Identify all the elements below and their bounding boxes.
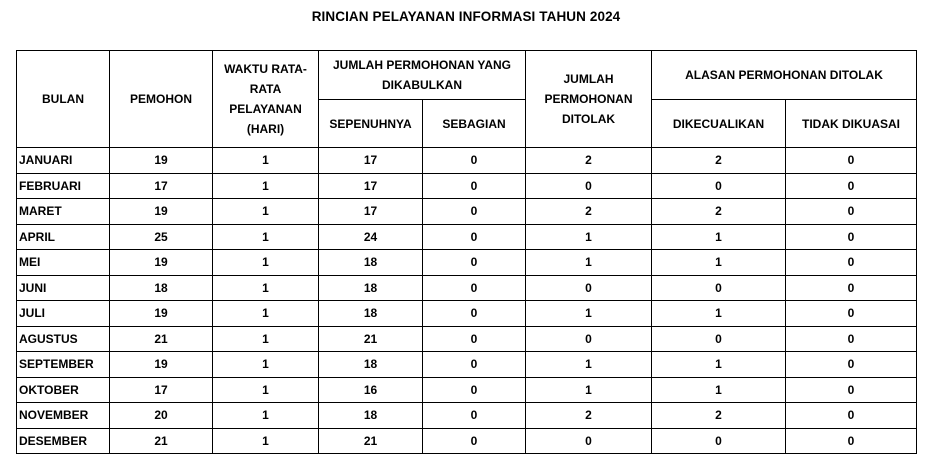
cell-bulan: MARET — [17, 199, 110, 225]
cell-bulan: JULI — [17, 301, 110, 327]
cell-pemohon: 25 — [110, 224, 213, 250]
cell-dikecualikan: 0 — [652, 326, 786, 352]
cell-ditolak: 2 — [526, 403, 652, 429]
cell-waktu: 1 — [213, 403, 319, 429]
cell-tidak-dikuasai: 0 — [786, 403, 917, 429]
cell-sepenuhnya: 16 — [319, 377, 423, 403]
cell-bulan: JANUARI — [17, 148, 110, 174]
cell-sepenuhnya: 18 — [319, 301, 423, 327]
cell-dikecualikan: 2 — [652, 199, 786, 225]
cell-waktu: 1 — [213, 148, 319, 174]
cell-ditolak: 2 — [526, 148, 652, 174]
cell-pemohon: 20 — [110, 403, 213, 429]
cell-sepenuhnya: 18 — [319, 403, 423, 429]
cell-pemohon: 21 — [110, 428, 213, 454]
header-waktu-line-4: (HARI) — [246, 122, 285, 136]
cell-sebagian: 0 — [423, 301, 526, 327]
cell-tidak-dikuasai: 0 — [786, 377, 917, 403]
cell-waktu: 1 — [213, 199, 319, 225]
cell-bulan: AGUSTUS — [17, 326, 110, 352]
cell-tidak-dikuasai: 0 — [786, 148, 917, 174]
cell-sebagian: 0 — [423, 199, 526, 225]
cell-sepenuhnya: 18 — [319, 275, 423, 301]
cell-bulan: MEI — [17, 250, 110, 276]
header-waktu-line-2: RATA — [249, 82, 282, 96]
cell-waktu: 1 — [213, 224, 319, 250]
header-jumlah-ditolak — [526, 51, 652, 148]
cell-waktu: 1 — [213, 173, 319, 199]
cell-sebagian: 0 — [423, 224, 526, 250]
cell-waktu: 1 — [213, 250, 319, 276]
header-sebagian: SEBAGIAN — [423, 100, 526, 148]
cell-sebagian: 0 — [423, 377, 526, 403]
cell-sepenuhnya: 17 — [319, 173, 423, 199]
table-row — [17, 428, 917, 454]
cell-tidak-dikuasai: 0 — [786, 173, 917, 199]
cell-ditolak: 1 — [526, 250, 652, 276]
table-row — [17, 326, 917, 352]
cell-bulan: DESEMBER — [17, 428, 110, 454]
cell-dikecualikan: 2 — [652, 148, 786, 174]
cell-sebagian: 0 — [423, 403, 526, 429]
cell-ditolak: 1 — [526, 224, 652, 250]
cell-dikecualikan: 1 — [652, 250, 786, 276]
cell-pemohon: 19 — [110, 199, 213, 225]
service-report-table — [16, 50, 917, 454]
table-row — [17, 148, 917, 174]
cell-sebagian: 0 — [423, 148, 526, 174]
cell-pemohon: 19 — [110, 301, 213, 327]
header-ditolak-line-2: PERMOHONAN — [544, 92, 633, 106]
cell-sepenuhnya: 21 — [319, 428, 423, 454]
cell-pemohon: 19 — [110, 148, 213, 174]
cell-sebagian: 0 — [423, 428, 526, 454]
table-row — [17, 173, 917, 199]
cell-ditolak: 0 — [526, 275, 652, 301]
cell-tidak-dikuasai: 0 — [786, 199, 917, 225]
cell-dikecualikan: 1 — [652, 377, 786, 403]
cell-pemohon: 17 — [110, 377, 213, 403]
cell-tidak-dikuasai: 0 — [786, 224, 917, 250]
table-row — [17, 224, 917, 250]
header-dikecualikan: DIKECUALIKAN — [652, 100, 786, 148]
table-row — [17, 352, 917, 378]
table-row — [17, 250, 917, 276]
header-waktu-line-1: WAKTU RATA- — [224, 62, 307, 76]
cell-sepenuhnya: 21 — [319, 326, 423, 352]
cell-sepenuhnya: 17 — [319, 199, 423, 225]
cell-bulan: JUNI — [17, 275, 110, 301]
header-jumlah-dikabulkan — [319, 51, 526, 100]
report-title: RINCIAN PELAYANAN INFORMASI TAHUN 2024 — [311, 9, 621, 24]
cell-pemohon: 18 — [110, 275, 213, 301]
cell-ditolak: 1 — [526, 301, 652, 327]
cell-tidak-dikuasai: 0 — [786, 250, 917, 276]
cell-ditolak: 1 — [526, 377, 652, 403]
header-bulan: BULAN — [17, 51, 110, 148]
header-dikabulkan-line-2: DIKABULKAN — [382, 78, 462, 92]
cell-sepenuhnya: 18 — [319, 352, 423, 378]
cell-waktu: 1 — [213, 301, 319, 327]
table-row — [17, 403, 917, 429]
header-ditolak-line-3: DITOLAK — [561, 112, 616, 126]
cell-bulan: SEPTEMBER — [17, 352, 110, 378]
cell-tidak-dikuasai: 0 — [786, 301, 917, 327]
cell-sepenuhnya: 24 — [319, 224, 423, 250]
cell-tidak-dikuasai: 0 — [786, 352, 917, 378]
cell-ditolak: 0 — [526, 326, 652, 352]
cell-pemohon: 19 — [110, 250, 213, 276]
cell-dikecualikan: 0 — [652, 428, 786, 454]
table-row — [17, 377, 917, 403]
header-sepenuhnya: SEPENUHNYA — [319, 100, 423, 148]
cell-pemohon: 19 — [110, 352, 213, 378]
table-row — [17, 275, 917, 301]
header-pemohon: PEMOHON — [110, 51, 213, 148]
table-body — [17, 148, 917, 454]
cell-dikecualikan: 1 — [652, 352, 786, 378]
cell-waktu: 1 — [213, 377, 319, 403]
cell-waktu: 1 — [213, 352, 319, 378]
cell-dikecualikan: 0 — [652, 173, 786, 199]
cell-bulan: APRIL — [17, 224, 110, 250]
table-row — [17, 199, 917, 225]
cell-waktu: 1 — [213, 326, 319, 352]
cell-ditolak: 1 — [526, 352, 652, 378]
cell-pemohon: 17 — [110, 173, 213, 199]
cell-tidak-dikuasai: 0 — [786, 428, 917, 454]
header-ditolak-line-1: JUMLAH — [563, 72, 614, 86]
cell-tidak-dikuasai: 0 — [786, 326, 917, 352]
header-dikabulkan-line-1: JUMLAH PERMOHONAN YANG — [332, 58, 512, 72]
cell-sebagian: 0 — [423, 250, 526, 276]
cell-waktu: 1 — [213, 428, 319, 454]
table-row — [17, 301, 917, 327]
cell-ditolak: 0 — [526, 428, 652, 454]
cell-sepenuhnya: 18 — [319, 250, 423, 276]
header-waktu-line-3: PELAYANAN — [229, 102, 302, 116]
header-alasan-ditolak: ALASAN PERMOHONAN DITOLAK — [652, 51, 917, 100]
cell-dikecualikan: 1 — [652, 224, 786, 250]
cell-waktu: 1 — [213, 275, 319, 301]
cell-sebagian: 0 — [423, 173, 526, 199]
cell-bulan: FEBRUARI — [17, 173, 110, 199]
cell-dikecualikan: 1 — [652, 301, 786, 327]
cell-sebagian: 0 — [423, 326, 526, 352]
cell-sebagian: 0 — [423, 275, 526, 301]
cell-sepenuhnya: 17 — [319, 148, 423, 174]
header-tidak-dikuasai: TIDAK DIKUASAI — [786, 100, 917, 148]
cell-bulan: NOVEMBER — [17, 403, 110, 429]
cell-tidak-dikuasai: 0 — [786, 275, 917, 301]
cell-ditolak: 2 — [526, 199, 652, 225]
cell-pemohon: 21 — [110, 326, 213, 352]
cell-ditolak: 0 — [526, 173, 652, 199]
cell-sebagian: 0 — [423, 352, 526, 378]
header-waktu-rata-rata — [213, 51, 319, 148]
table-header — [17, 51, 917, 148]
cell-dikecualikan: 2 — [652, 403, 786, 429]
cell-bulan: OKTOBER — [17, 377, 110, 403]
cell-dikecualikan: 0 — [652, 275, 786, 301]
